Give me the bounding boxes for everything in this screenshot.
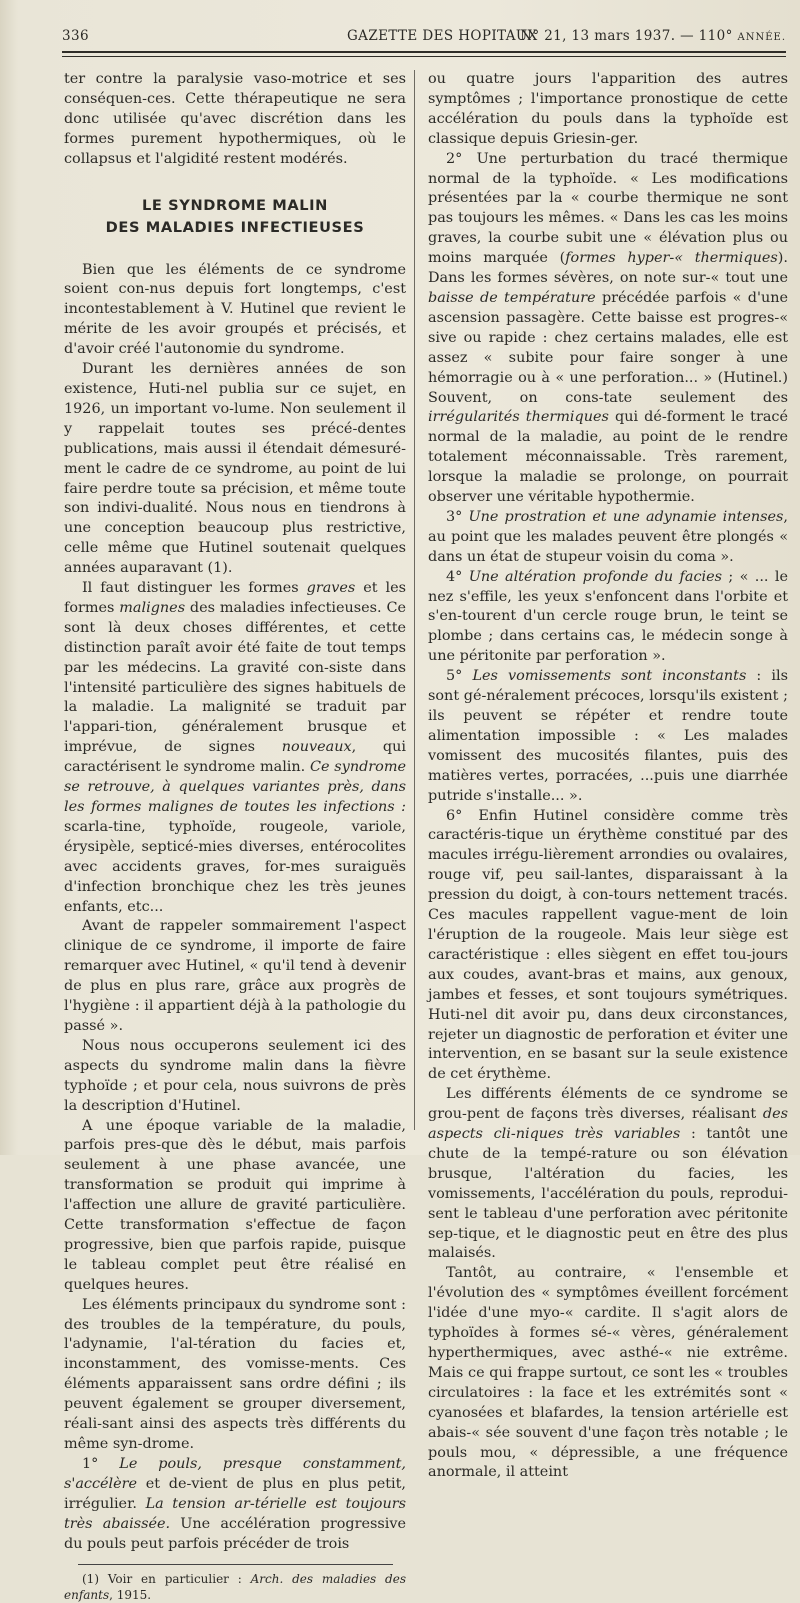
paragraph: Nous nous occuperons seulement ici des aspects du syndrome malin dans la fièvre typhoïde ; et pour cela, nous suivrons de près la description d'Hutinel. [64,1037,406,1114]
paragraph: Tantôt, au contraire, « l'ensemble et l'évolution des « symptômes éveillent forcément l'idée d'une myo-« cardite. Il s'agit alors de typhoïdes à formes sé-« vères, généralement hyperthermiques, avec asthé-« nie extrême. Mais ce qui frappe surtout, ce sont les « troubles circulatoires : la face et les extrémités sont « cyanosées et blafardes, la tension artérielle est abais-« sée souvent d'une façon très notable ; le pouls mou, « dépressible, a une fréquence anormale, il atteint [428,1265,788,1481]
paragraph: 6° Enfin Hutinel considère comme très caractéris-tique un érythème constitué par des macules irrégu-lièrement arrondies ou ovalaires, rouge vif, peu sail-lantes, disparaissant à la pression du doigt, à con-tours nettement tracés. Ces macules rappellent vague-ment de loin l'éruption de la rougeole. Mais leur siège est caractéristique : elles siègent en effet tou-jours aux coudes, avant-bras et mains, aux genoux, jambes et fesses, et sont toujours symétriques. Huti-nel dit avoir pu, dans deux circonstances, rejeter un diagnostic de perforation et éviter une intervention, en se basant sur la seule existence de cet érythème. [428,807,788,1083]
heading-line: LE SYNDROME MALIN [142,196,328,214]
journal-title: GAZETTE DES HOPITAUX [347,28,538,44]
paragraph: Bien que les éléments de ce syndrome soient con-nus depuis fort longtemps, c'est incontestablement à V. Hutinel que revient le mérite de les avoir groupés et précisés, et d'avoir créé l'autonomie du syndrome. [64,261,406,358]
footnote: (1) Voir en particulier : Arch. des maladies des enfants, 1915. [64,1572,406,1603]
heading-line: DES MALADIES INFECTIEUSES [105,218,365,236]
paragraph: 1° Le pouls, presque constamment, s'accélère et de-vient de plus en plus petit, irrégulier. La tension ar-térielle est toujours très abaissée. Une accélération progressive du pouls peut parfois précéder de trois [64,1455,406,1552]
header-rule [62,51,786,53]
paragraph: 3° Une prostration et une adynamie intenses, au point que les malades peuvent être plongés « dans un état de stupeur voisin du coma ». [428,508,788,565]
column-divider [414,70,415,1130]
issue-date: N° 21, 13 mars 1937. — 110° [520,28,733,44]
issue-info [520,28,786,44]
paragraph: Il faut distinguer les formes graves et les formes malignes des maladies infectieuses. Ce sont là deux choses différentes, et cette distinction paraît avoir été faite de tout temps par les médecins. La gravité con-siste dans l'intensité particulière des signes habituels de la maladie. La malignité se traduit par l'appari-tion, généralement brusque et imprévue, de signes nouveaux, qui caractérisent le syndrome malin. Ce syndrome se retrouve, à quelques variantes près, dans les formes malignes de toutes les infections : scarla-tine, typhoïde, rougeole, variole, érysipèle, septicé-mies diverses, entérocolites avec accidents graves, for-mes suraiguës d'infection bronchique chez les très jeunes enfants, etc... [64,580,407,915]
paragraph: Les différents éléments de ce syndrome se grou-pent de façons très diverses, réalisant des aspects cli-niques très variables : tantôt une chute de la tempé-rature ou son élévation brusque, l'altération du facies, les vomissements, l'accélération du pouls, reprodui-sent le tableau d'une perforation avec péritonite sep-tique, et le diagnostic peut en être des plus malaisés. [428,1086,788,1262]
paragraph: 4° Une altération profonde du facies ; « ... le nez s'effile, les yeux s'enfoncent dans l'orbite et s'en-tourent d'un cercle rouge brun, le teint se plombe ; dans certains cas, le médecin songe à une péritonite par perforation ». [428,568,788,665]
page-header [62,28,786,48]
paragraph: Durant les dernières années de son existence, Huti-nel publia sur ce sujet, en 1926, un important vo-lume. Non seulement il y rappelait toutes ses précé-dentes publications, mais aussi il étendait démesuré-ment le cadre de ce syndrome, au point de lui faire perdre toute sa précision, et même toute son indivi-dualité. Nous nous en tiendrons à une conception beaucoup plus restrictive, celle même que Hutinel soutenait quelques années auparavant (1). [64,361,406,577]
paragraph: ter contre la paralysie vaso-motrice et ses conséquen-ces. Cette thérapeutique ne sera donc utilisée qu'avec discrétion dans les formes purement hypothermiques, où le collapsus et l'algidité restent modérés. [64,71,406,167]
page-number: 336 [62,28,89,44]
paragraph: ou quatre jours l'apparition des autres symptômes ; l'importance pronostique de cette accélération du pouls dans la typhoïde est classique depuis Griesin-ger. [428,71,788,147]
paragraph: 2° Une perturbation du tracé thermique normal de la typhoïde. « Les modifications présentées par la « courbe thermique ne sont pas toujours les mêmes. « Dans les cas les moins graves, la courbe subit une « élévation plus ou moins marquée (formes hyper-« thermiques). Dans les formes sévères, on note sur-« tout une baisse de température précédée parfois « d'une ascension passagère. Cette baisse est progres-« sive ou rapide : chez certains malades, elle est assez « subite pour faire songer à une hémorragie ou à « une perforation... » (Hutinel.) Souvent, on cons-tate seulement des irrégularités thermiques qui dé-forment le tracé normal de la maladie, au point de le rendre totalement méconnaissable. Très rarement, lorsque la maladie se prolonge, on pourrait observer une véritable hypothermie. [428,150,788,506]
year-label: ANNÉE. [737,32,786,43]
paragraph: Avant de rappeler sommairement l'aspect clinique de ce syndrome, il importe de faire remarquer avec Hutinel, « qu'il tend à devenir de plus en plus rare, grâce aux progrès de l'hygiène : il appartient déjà à la pathologie du passé ». [64,918,406,1034]
paragraph: Les éléments principaux du syndrome sont : des troubles de la température, du pouls, l'adynamie, l'al-tération du facies et, inconstamment, des vomisse-ments. Ces éléments apparaissent sans ordre défini ; ils peuvent également se grouper diversement, réali-sant ainsi des aspects très différents du même syn-drome. [64,1296,406,1452]
right-column [428,70,788,1483]
left-column [64,70,406,1603]
footnote-rule [78,1564,393,1565]
article-heading [64,195,406,239]
header-rule-thin [62,56,786,57]
paragraph: A une époque variable de la maladie, parfois pres-que dès le début, mais parfois seulement à une phase avancée, une transformation se produit qui imprime à l'affection une allure de gravité particulière. Cette transformation s'effectue de façon progressive, bien que parfois rapide, puisque le tableau complet peut être réalisé en quelques heures. [64,1117,406,1293]
paragraph: 5° Les vomissements sont inconstants : ils sont gé-néralement précoces, lorsqu'ils existent ; ils peuvent se répéter et rendre toute alimentation impossible : « Les malades vomissent des mucosités filantes, puis des matières vertes, porracées, ...puis une diarrhée putride s'installe... ». [428,668,788,804]
